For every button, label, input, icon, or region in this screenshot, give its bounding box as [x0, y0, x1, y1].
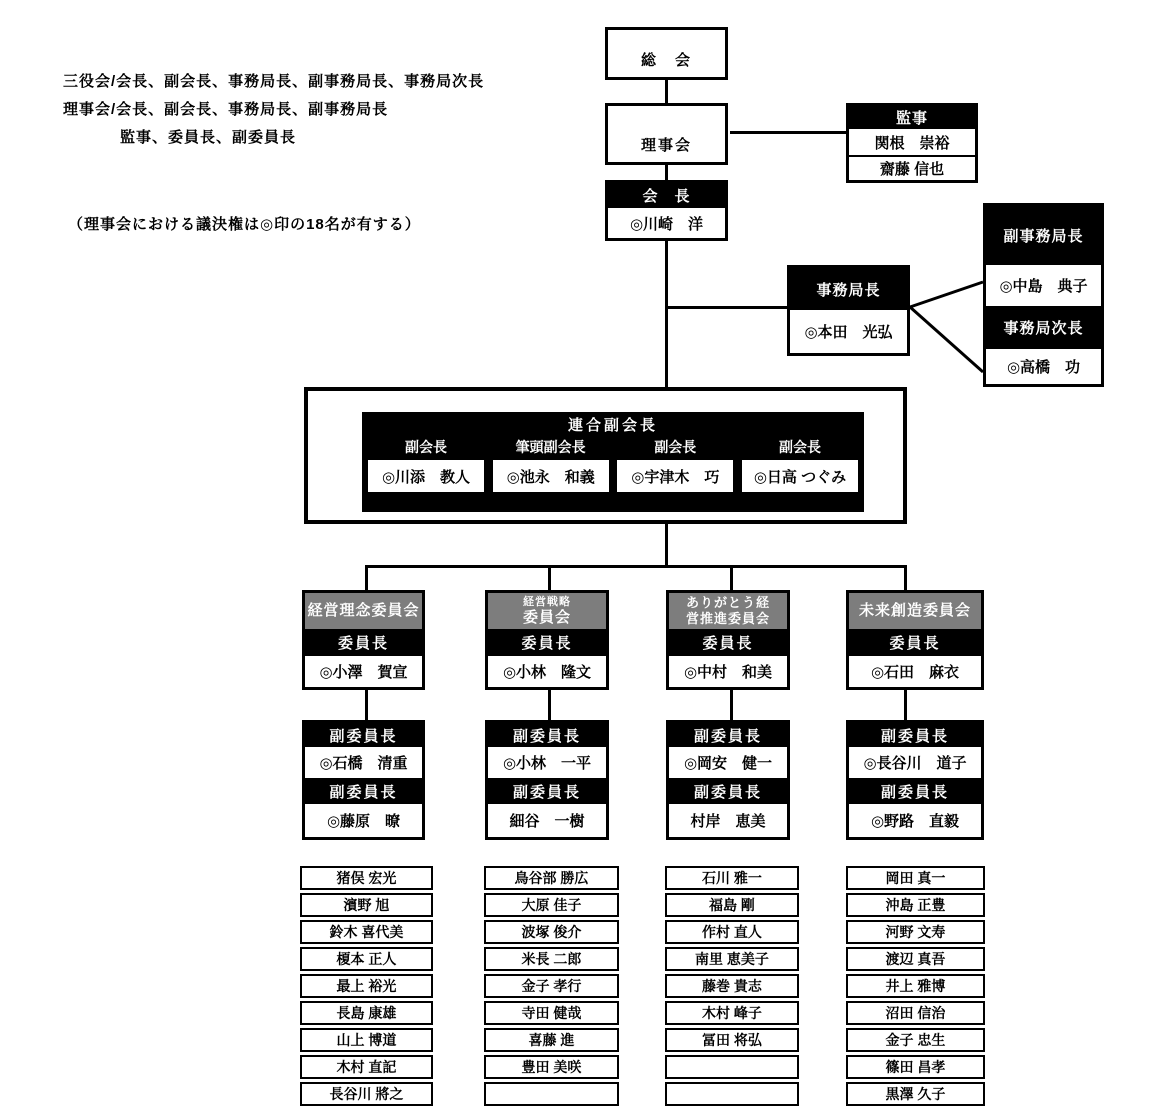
committee-box-4: [846, 590, 984, 690]
member-cell: 最上 裕光: [300, 974, 433, 998]
connector-line: [730, 131, 846, 134]
committee-box-3: [666, 590, 790, 690]
secretary-general-name: ◎本田 光弘: [790, 310, 907, 353]
committee-3-name-line1: ありがとう経: [685, 595, 770, 610]
committee-box-2: [485, 590, 609, 690]
committee-3-header: [669, 593, 787, 629]
auditors-box: [846, 103, 978, 183]
vp-name: ◎日高 つぐみ: [740, 458, 860, 494]
connector-line: [548, 565, 551, 590]
legend-line-3: 監事、委員長、副委員長: [120, 129, 297, 146]
general-meeting-label: 総 会: [640, 52, 692, 69]
deputy-secretary-general-name: ◎中島 典子: [986, 265, 1101, 306]
vice-name: ◎藤原 暸: [305, 804, 422, 837]
member-cell: 喜藤 進: [484, 1028, 619, 1052]
chair-name: ◎石田 麻衣: [849, 656, 981, 687]
member-cell: 榎本 正人: [300, 947, 433, 971]
vice-name: ◎小林 一平: [488, 747, 606, 778]
vice-box-1: [302, 720, 425, 840]
legend-line-2: 理事会/会長、副会長、事務局長、副事務局長: [63, 101, 389, 118]
committee-box-1: [302, 590, 425, 690]
assistant-secretary-general-name: ◎高橋 功: [986, 349, 1101, 384]
connector-line: [665, 524, 668, 565]
committee-4-name: 未来創造委員会: [858, 602, 971, 619]
member-cell: 金子 忠生: [846, 1028, 985, 1052]
vice-label: 副委員長: [488, 778, 606, 804]
vice-label: 副委員長: [488, 723, 606, 747]
connector-line: [666, 306, 787, 309]
chair-label: 委員長: [305, 629, 422, 656]
board-box: [605, 103, 728, 165]
connector-line: [365, 565, 368, 590]
member-cell: 波塚 俊介: [484, 920, 619, 944]
connector-line: [730, 565, 733, 590]
auditors-title: 監事: [849, 106, 975, 129]
assistant-secretary-general-title: 事務局次長: [986, 306, 1101, 349]
member-cell: [665, 1082, 799, 1106]
vp-name: ◎川添 教人: [366, 458, 486, 494]
member-cell: 福島 剛: [665, 893, 799, 917]
member-cell: 藤巻 貴志: [665, 974, 799, 998]
member-cell: 寺田 健哉: [484, 1001, 619, 1025]
vice-label: 副委員長: [305, 778, 422, 804]
member-cell: 黒澤 久子: [846, 1082, 985, 1106]
member-cell: 渡辺 真吾: [846, 947, 985, 971]
member-cell: 木村 直記: [300, 1055, 433, 1079]
vp-role: 副会長: [654, 439, 697, 455]
vice-label: 副委員長: [305, 723, 422, 747]
member-cell: 長島 康雄: [300, 1001, 433, 1025]
member-list-3: [665, 866, 799, 1109]
member-list-1: [300, 866, 433, 1109]
member-cell: 沖島 正豊: [846, 893, 985, 917]
legend-block: [63, 68, 484, 152]
chair-label: 委員長: [849, 629, 981, 656]
vp-role: 副会長: [778, 439, 821, 455]
board-label: 理事会: [640, 137, 692, 154]
member-cell: 長谷川 將之: [300, 1082, 433, 1106]
federation-vp-title: 連合副会長: [567, 417, 658, 434]
president-box: [605, 180, 728, 241]
committee-1-header: [305, 593, 422, 629]
member-cell: 大原 佳子: [484, 893, 619, 917]
chair-name: ◎中村 和美: [669, 656, 787, 687]
member-cell: 豊田 美咲: [484, 1055, 619, 1079]
committee-2-name-line1: 経営戦略: [523, 595, 571, 608]
president-title: 会 長: [608, 183, 725, 208]
connector-line: [904, 690, 907, 720]
member-cell: 米長 二郎: [484, 947, 619, 971]
secretary-general-box: [787, 265, 910, 356]
committee-3-name-line2: 営推進委員会: [685, 611, 770, 626]
connector-line: [548, 690, 551, 720]
vice-name: 細谷 一樹: [488, 804, 606, 837]
member-cell: [484, 1082, 619, 1106]
member-cell: 岡田 真一: [846, 866, 985, 890]
connector-line: [365, 565, 907, 568]
vice-label: 副委員長: [669, 778, 787, 804]
member-cell: 作村 直人: [665, 920, 799, 944]
federation-vp-block: [362, 412, 864, 512]
chair-name: ◎小澤 賀宣: [305, 656, 422, 687]
voting-note: （理事会における議決権は◎印の18名が有する）: [68, 216, 421, 233]
vp-name: ◎池永 和義: [491, 458, 611, 494]
vice-label: 副委員長: [849, 778, 981, 804]
vice-label: 副委員長: [849, 723, 981, 747]
member-cell: 石川 雅一: [665, 866, 799, 890]
vice-name: ◎野路 直毅: [849, 804, 981, 837]
chair-label: 委員長: [488, 629, 606, 656]
connector-line: [665, 241, 668, 387]
connector-line: [665, 165, 668, 180]
president-name: ◎川崎 洋: [608, 208, 725, 238]
deputy-secretariat-box: [983, 203, 1104, 387]
member-list-2: [484, 866, 619, 1109]
vp-name: ◎宇津木 巧: [615, 458, 735, 494]
committee-4-header: [849, 593, 981, 629]
member-cell: 金子 孝行: [484, 974, 619, 998]
auditor-name: 齋藤 信也: [849, 155, 975, 180]
legend-line-1: 三役会/会長、副会長、事務局長、副事務局長、事務局次長: [63, 73, 485, 90]
vp-role: 副会長: [405, 439, 447, 455]
member-list-4: [846, 866, 985, 1109]
member-cell: 鳥谷部 勝広: [484, 866, 619, 890]
auditor-name: 関根 崇裕: [849, 129, 975, 155]
vice-box-3: [666, 720, 790, 840]
federation-vp-roles: [362, 437, 864, 458]
member-cell: 河野 文寿: [846, 920, 985, 944]
chair-label: 委員長: [669, 629, 787, 656]
federation-vp-names: [362, 458, 864, 494]
member-cell: 南里 恵美子: [665, 947, 799, 971]
vice-name: ◎石橋 清重: [305, 747, 422, 778]
deputy-secretary-general-title: 副事務局長: [986, 206, 1101, 265]
vice-name: ◎長谷川 道子: [849, 747, 981, 778]
committee-2-header: [488, 593, 606, 629]
member-cell: 濱野 旭: [300, 893, 433, 917]
member-cell: 鈴木 喜代美: [300, 920, 433, 944]
connector-line: [730, 690, 733, 720]
vice-box-4: [846, 720, 984, 840]
connector-line: [665, 80, 668, 103]
diagonal-connector-lines: [905, 263, 987, 378]
member-cell: 木村 峰子: [665, 1001, 799, 1025]
connector-line: [365, 690, 368, 720]
member-cell: 冨田 将弘: [665, 1028, 799, 1052]
vice-name: ◎岡安 健一: [669, 747, 787, 778]
committee-1-name: 経営理念委員会: [307, 602, 420, 619]
member-cell: 井上 雅博: [846, 974, 985, 998]
member-cell: 沼田 信治: [846, 1001, 985, 1025]
general-meeting-box: [605, 27, 728, 80]
vice-name: 村岸 恵美: [669, 804, 787, 837]
connector-line: [904, 565, 907, 590]
member-cell: 山上 博道: [300, 1028, 433, 1052]
member-cell: [665, 1055, 799, 1079]
vp-role: 筆頭副会長: [515, 439, 586, 455]
secretary-general-title: 事務局長: [790, 268, 907, 310]
committee-2-name-line2: 委員会: [522, 608, 571, 626]
member-cell: 篠田 昌孝: [846, 1055, 985, 1079]
chair-name: ◎小林 隆文: [488, 656, 606, 687]
member-cell: 猪俣 宏光: [300, 866, 433, 890]
vice-label: 副委員長: [669, 723, 787, 747]
vice-box-2: [485, 720, 609, 840]
